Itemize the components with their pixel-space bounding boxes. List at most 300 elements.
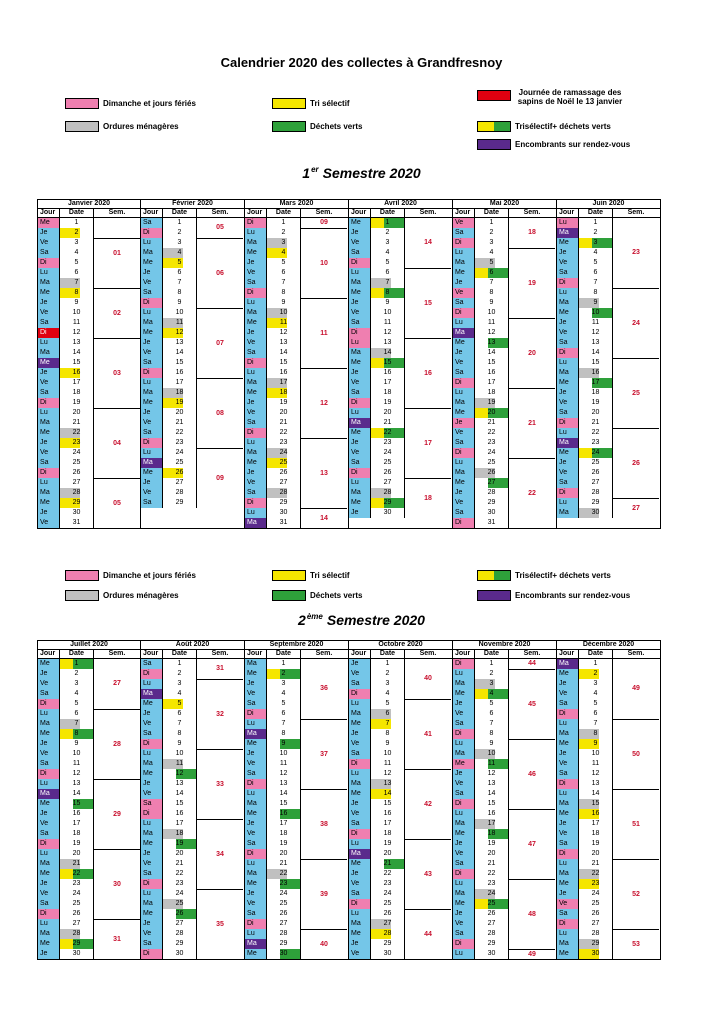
date-cell: 31	[267, 518, 301, 528]
weekday-cell: Me	[453, 338, 475, 348]
day-row	[557, 388, 613, 398]
date-cell: 25	[371, 899, 405, 909]
day-row	[349, 859, 405, 869]
weekday-cell: Sa	[245, 278, 267, 288]
weekday-cell: Di	[38, 839, 60, 849]
weekday-cell: Sa	[38, 899, 60, 909]
weekday-cell: Je	[557, 819, 579, 829]
weekday-cell: Lu	[38, 779, 60, 789]
day-row	[453, 879, 509, 889]
day-row	[349, 879, 405, 889]
weekday-cell: Je	[349, 228, 371, 238]
day-row	[453, 739, 509, 749]
date-cell: 15	[267, 358, 301, 368]
split-swatch	[477, 570, 511, 581]
date-cell: 4	[371, 689, 405, 699]
weekday-cell: Ma	[557, 508, 579, 518]
weekday-cell: Ma	[141, 689, 163, 699]
date-cell: 16	[163, 368, 197, 378]
weekday-cell: Me	[141, 328, 163, 338]
weekday-cell: Me	[453, 759, 475, 769]
legend-label: Déchets verts	[310, 591, 363, 600]
day-row	[141, 368, 197, 378]
weekday-cell: Di	[245, 288, 267, 298]
weekday-cell: Sa	[349, 318, 371, 328]
date-cell: 20	[371, 849, 405, 859]
weekday-cell: Je	[453, 699, 475, 709]
weekday-cell: Je	[349, 729, 371, 739]
month-body	[557, 218, 660, 518]
day-row	[349, 388, 405, 398]
date-cell: 18	[60, 388, 94, 398]
day-row	[349, 729, 405, 739]
weekday-cell: Lu	[349, 839, 371, 849]
date-cell: 30	[267, 949, 301, 959]
date-cell: 19	[371, 839, 405, 849]
weekday-cell: Me	[557, 238, 579, 248]
day-row	[453, 779, 509, 789]
date-cell: 28	[60, 929, 94, 939]
date-cell: 4	[371, 248, 405, 258]
date-cell: 25	[60, 899, 94, 909]
month-table	[453, 640, 557, 960]
semester-2-title	[0, 612, 723, 628]
day-rows	[349, 218, 405, 518]
date-cell: 31	[475, 518, 509, 528]
date-cell: 1	[267, 218, 301, 228]
weekday-cell: Lu	[557, 719, 579, 729]
day-row	[453, 408, 509, 418]
weekday-cell: Ma	[557, 799, 579, 809]
weekday-cell: Di	[245, 498, 267, 508]
date-cell: 18	[60, 829, 94, 839]
weekday-cell: Ve	[453, 709, 475, 719]
weekday-cell: Ve	[349, 669, 371, 679]
day-row	[349, 839, 405, 849]
date-cell: 9	[579, 298, 613, 308]
weekday-cell: Me	[141, 909, 163, 919]
day-row	[38, 278, 94, 288]
weekday-cell: Me	[245, 879, 267, 889]
date-cell: 27	[267, 919, 301, 929]
weekday-cell: Sa	[453, 789, 475, 799]
day-row	[245, 819, 301, 829]
date-cell: 6	[60, 268, 94, 278]
weekday-cell: Je	[38, 508, 60, 518]
date-cell: 23	[371, 879, 405, 889]
day-row	[453, 859, 509, 869]
date-cell: 27	[163, 919, 197, 929]
day-row	[557, 709, 613, 719]
weekday-cell: Ma	[38, 859, 60, 869]
day-row	[557, 378, 613, 388]
date-cell: 1	[579, 659, 613, 669]
date-cell: 26	[371, 468, 405, 478]
weekday-cell: Ma	[38, 488, 60, 498]
date-cell: 2	[163, 669, 197, 679]
date-cell: 15	[60, 358, 94, 368]
weekday-cell: Me	[453, 689, 475, 699]
date-cell: 30	[60, 508, 94, 518]
day-row	[453, 829, 509, 839]
week-number: 28	[94, 709, 140, 779]
day-row	[557, 498, 613, 508]
day-row	[557, 348, 613, 358]
day-row	[38, 498, 94, 508]
day-row	[349, 338, 405, 348]
date-cell: 9	[475, 298, 509, 308]
weekday-cell: Me	[349, 498, 371, 508]
weekday-cell: Lu	[453, 388, 475, 398]
weekday-cell: Ve	[38, 819, 60, 829]
date-cell: 8	[579, 288, 613, 298]
day-row	[38, 428, 94, 438]
date-cell: 19	[579, 839, 613, 849]
date-cell: 14	[475, 789, 509, 799]
weekday-cell: Ve	[557, 829, 579, 839]
day-rows	[349, 659, 405, 959]
day-row	[245, 699, 301, 709]
weekday-cell: Je	[349, 659, 371, 669]
green-swatch	[272, 121, 306, 132]
day-row	[245, 759, 301, 769]
weekday-cell: Ma	[557, 228, 579, 238]
week-number: 33	[197, 749, 243, 819]
date-cell: 16	[267, 809, 301, 819]
weekday-cell: Ve	[349, 949, 371, 959]
day-row	[141, 398, 197, 408]
date-cell: 7	[267, 278, 301, 288]
date-cell: 14	[163, 789, 197, 799]
week-number: 30	[94, 849, 140, 919]
day-row	[38, 358, 94, 368]
day-row	[453, 318, 509, 328]
date-cell: 8	[163, 288, 197, 298]
date-cell: 7	[579, 278, 613, 288]
day-row	[349, 739, 405, 749]
weekday-cell: Lu	[141, 308, 163, 318]
weekday-cell: Di	[141, 298, 163, 308]
day-row	[453, 298, 509, 308]
weekday-cell: Ma	[38, 789, 60, 799]
weekday-cell: Ve	[141, 418, 163, 428]
date-cell: 10	[371, 749, 405, 759]
date-cell: 9	[371, 298, 405, 308]
weekday-cell: Sa	[453, 228, 475, 238]
month-table	[245, 199, 349, 529]
date-cell: 28	[579, 929, 613, 939]
day-row	[557, 258, 613, 268]
weekday-cell: Je	[141, 338, 163, 348]
date-cell: 18	[371, 388, 405, 398]
day-row	[38, 909, 94, 919]
date-cell: 28	[163, 488, 197, 498]
date-cell: 6	[371, 268, 405, 278]
day-row	[141, 448, 197, 458]
day-row	[453, 659, 509, 669]
date-cell: 17	[475, 819, 509, 829]
date-cell: 12	[579, 769, 613, 779]
column-headers	[557, 209, 660, 218]
day-row	[349, 398, 405, 408]
date-cell: 13	[579, 779, 613, 789]
date-cell: 12	[371, 328, 405, 338]
weekday-cell: Je	[38, 298, 60, 308]
date-cell: 2	[60, 228, 94, 238]
date-cell: 30	[579, 949, 613, 959]
date-cell: 23	[163, 438, 197, 448]
date-cell: 13	[371, 338, 405, 348]
day-row	[38, 949, 94, 959]
day-row	[557, 759, 613, 769]
date-cell: 5	[579, 699, 613, 709]
day-row	[245, 258, 301, 268]
day-row	[38, 779, 94, 789]
weekday-cell: Ve	[141, 719, 163, 729]
weekday-cell: Me	[245, 388, 267, 398]
date-cell: 15	[267, 799, 301, 809]
column-headers	[141, 209, 244, 218]
month-body	[557, 659, 660, 959]
weekday-cell: Sa	[141, 498, 163, 508]
week-number: 27	[113, 680, 121, 687]
date-cell: 17	[163, 378, 197, 388]
date-cell: 23	[60, 879, 94, 889]
weekday-cell: Di	[557, 709, 579, 719]
weekday-cell: Di	[245, 849, 267, 859]
day-row	[557, 859, 613, 869]
date-cell: 17	[163, 819, 197, 829]
date-cell: 10	[163, 308, 197, 318]
day-row	[453, 448, 509, 458]
day-row	[38, 869, 94, 879]
weekday-cell: Di	[38, 909, 60, 919]
weekday-cell: Ma	[557, 368, 579, 378]
date-cell: 17	[371, 378, 405, 388]
date-cell: 8	[60, 288, 94, 298]
day-row	[245, 238, 301, 248]
date-cell: 24	[579, 448, 613, 458]
day-row	[38, 508, 94, 518]
day-row	[245, 448, 301, 458]
weekday-cell: Je	[38, 669, 60, 679]
date-cell: 15	[579, 358, 613, 368]
week-number: 35	[197, 889, 243, 959]
weekday-cell: Lu	[557, 859, 579, 869]
day-row	[453, 238, 509, 248]
month-table	[37, 199, 141, 529]
day-row	[245, 899, 301, 909]
date-cell: 23	[60, 438, 94, 448]
weekday-cell: Di	[453, 659, 475, 669]
day-row	[245, 869, 301, 879]
day-row	[453, 849, 509, 859]
day-row	[245, 408, 301, 418]
weekday-cell: Lu	[453, 318, 475, 328]
date-cell: 9	[163, 739, 197, 749]
weekday-cell: Me	[453, 268, 475, 278]
weekday-cell: Sa	[557, 478, 579, 488]
weekday-cell: Ma	[557, 438, 579, 448]
date-cell: 14	[475, 348, 509, 358]
weekday-cell: Ma	[245, 939, 267, 949]
week-number: 31	[94, 919, 140, 959]
week-number: 26	[613, 428, 659, 498]
date-cell: 4	[579, 248, 613, 258]
date-cell: 18	[475, 829, 509, 839]
weekday-cell: Lu	[557, 288, 579, 298]
header-jour: Jour	[141, 209, 163, 217]
weekday-cell: Ma	[557, 869, 579, 879]
day-row	[453, 899, 509, 909]
date-cell: 24	[579, 889, 613, 899]
day-row	[141, 258, 197, 268]
date-cell: 19	[163, 839, 197, 849]
date-cell: 23	[579, 438, 613, 448]
date-cell: 17	[60, 819, 94, 829]
weekday-cell: Me	[38, 939, 60, 949]
day-row	[38, 839, 94, 849]
date-cell: 21	[475, 859, 509, 869]
day-row	[349, 869, 405, 879]
day-row	[453, 709, 509, 719]
weekday-cell: Ve	[453, 779, 475, 789]
weekday-cell: Me	[349, 288, 371, 298]
month-table	[557, 640, 661, 960]
green-swatch	[272, 590, 306, 601]
weekday-cell: Me	[349, 358, 371, 368]
day-row	[245, 719, 301, 729]
date-cell: 20	[579, 408, 613, 418]
weekday-cell: Di	[245, 779, 267, 789]
day-row	[453, 308, 509, 318]
day-row	[557, 228, 613, 238]
day-row	[245, 218, 301, 228]
day-row	[141, 769, 197, 779]
date-cell: 25	[60, 458, 94, 468]
weekday-cell: Lu	[141, 819, 163, 829]
weekday-cell: Je	[245, 679, 267, 689]
weekday-cell: Sa	[141, 869, 163, 879]
day-row	[38, 318, 94, 328]
weekday-cell: Ve	[141, 488, 163, 498]
day-row	[453, 719, 509, 729]
week-number: 18	[528, 229, 536, 236]
month-name: Juillet 2020	[38, 641, 140, 650]
day-row	[453, 428, 509, 438]
date-cell: 26	[475, 468, 509, 478]
date-cell: 26	[579, 909, 613, 919]
legend-encombrants	[477, 590, 630, 601]
day-row	[245, 779, 301, 789]
day-row	[38, 739, 94, 749]
date-cell: 14	[579, 789, 613, 799]
date-cell: 10	[267, 749, 301, 759]
day-row	[557, 899, 613, 909]
date-cell: 14	[371, 789, 405, 799]
date-cell: 27	[475, 919, 509, 929]
date-cell: 24	[475, 448, 509, 458]
weekday-cell: Je	[38, 228, 60, 238]
day-row	[245, 679, 301, 689]
day-row	[349, 669, 405, 679]
weekday-cell: Ve	[453, 849, 475, 859]
day-row	[349, 488, 405, 498]
day-row	[453, 328, 509, 338]
weekday-cell: Sa	[141, 939, 163, 949]
header-jour: Jour	[349, 650, 371, 658]
header-sem: Sem.	[419, 209, 437, 216]
date-cell: 9	[60, 739, 94, 749]
date-cell: 22	[163, 428, 197, 438]
weekday-cell: Ma	[453, 258, 475, 268]
date-cell: 17	[267, 378, 301, 388]
header-sem: Sem.	[523, 650, 541, 657]
weekday-cell: Ma	[453, 679, 475, 689]
date-cell: 13	[60, 779, 94, 789]
date-cell: 4	[579, 689, 613, 699]
day-row	[141, 739, 197, 749]
day-row	[557, 508, 613, 518]
month-name: Août 2020	[141, 641, 244, 650]
weekday-cell: Ma	[557, 298, 579, 308]
day-row	[349, 819, 405, 829]
day-row	[141, 729, 197, 739]
day-row	[453, 669, 509, 679]
date-cell: 7	[163, 278, 197, 288]
weekday-cell: Me	[38, 428, 60, 438]
month-body	[38, 218, 140, 528]
day-row	[349, 829, 405, 839]
day-row	[349, 889, 405, 899]
month-name: Avril 2020	[349, 200, 452, 209]
day-row	[141, 889, 197, 899]
day-row	[453, 518, 509, 528]
day-row	[141, 268, 197, 278]
weekday-cell: Ve	[557, 398, 579, 408]
day-row	[557, 689, 613, 699]
date-cell: 2	[60, 669, 94, 679]
week-number: 14	[424, 239, 432, 246]
day-row	[349, 498, 405, 508]
weekday-cell: Sa	[557, 408, 579, 418]
date-cell: 21	[579, 859, 613, 869]
date-cell: 28	[475, 488, 509, 498]
weekday-cell: Ma	[245, 238, 267, 248]
legend-label: Journée de ramassage des sapins de Noël le 13 janvier	[517, 88, 623, 106]
weekday-cell: Me	[349, 428, 371, 438]
date-cell: 8	[475, 729, 509, 739]
weekday-cell: Me	[245, 669, 267, 679]
week-number: 46	[509, 739, 555, 809]
day-row	[453, 228, 509, 238]
date-cell: 17	[475, 378, 509, 388]
date-cell: 13	[60, 338, 94, 348]
day-row	[38, 709, 94, 719]
legend-trisel-dechets	[477, 570, 611, 581]
weekday-cell: Di	[245, 358, 267, 368]
month-body	[141, 659, 244, 959]
day-row	[38, 378, 94, 388]
day-row	[245, 288, 301, 298]
date-cell: 14	[60, 789, 94, 799]
day-row	[38, 719, 94, 729]
month-body	[245, 218, 348, 528]
day-row	[453, 699, 509, 709]
date-cell: 28	[267, 929, 301, 939]
day-row	[141, 468, 197, 478]
day-row	[141, 388, 197, 398]
